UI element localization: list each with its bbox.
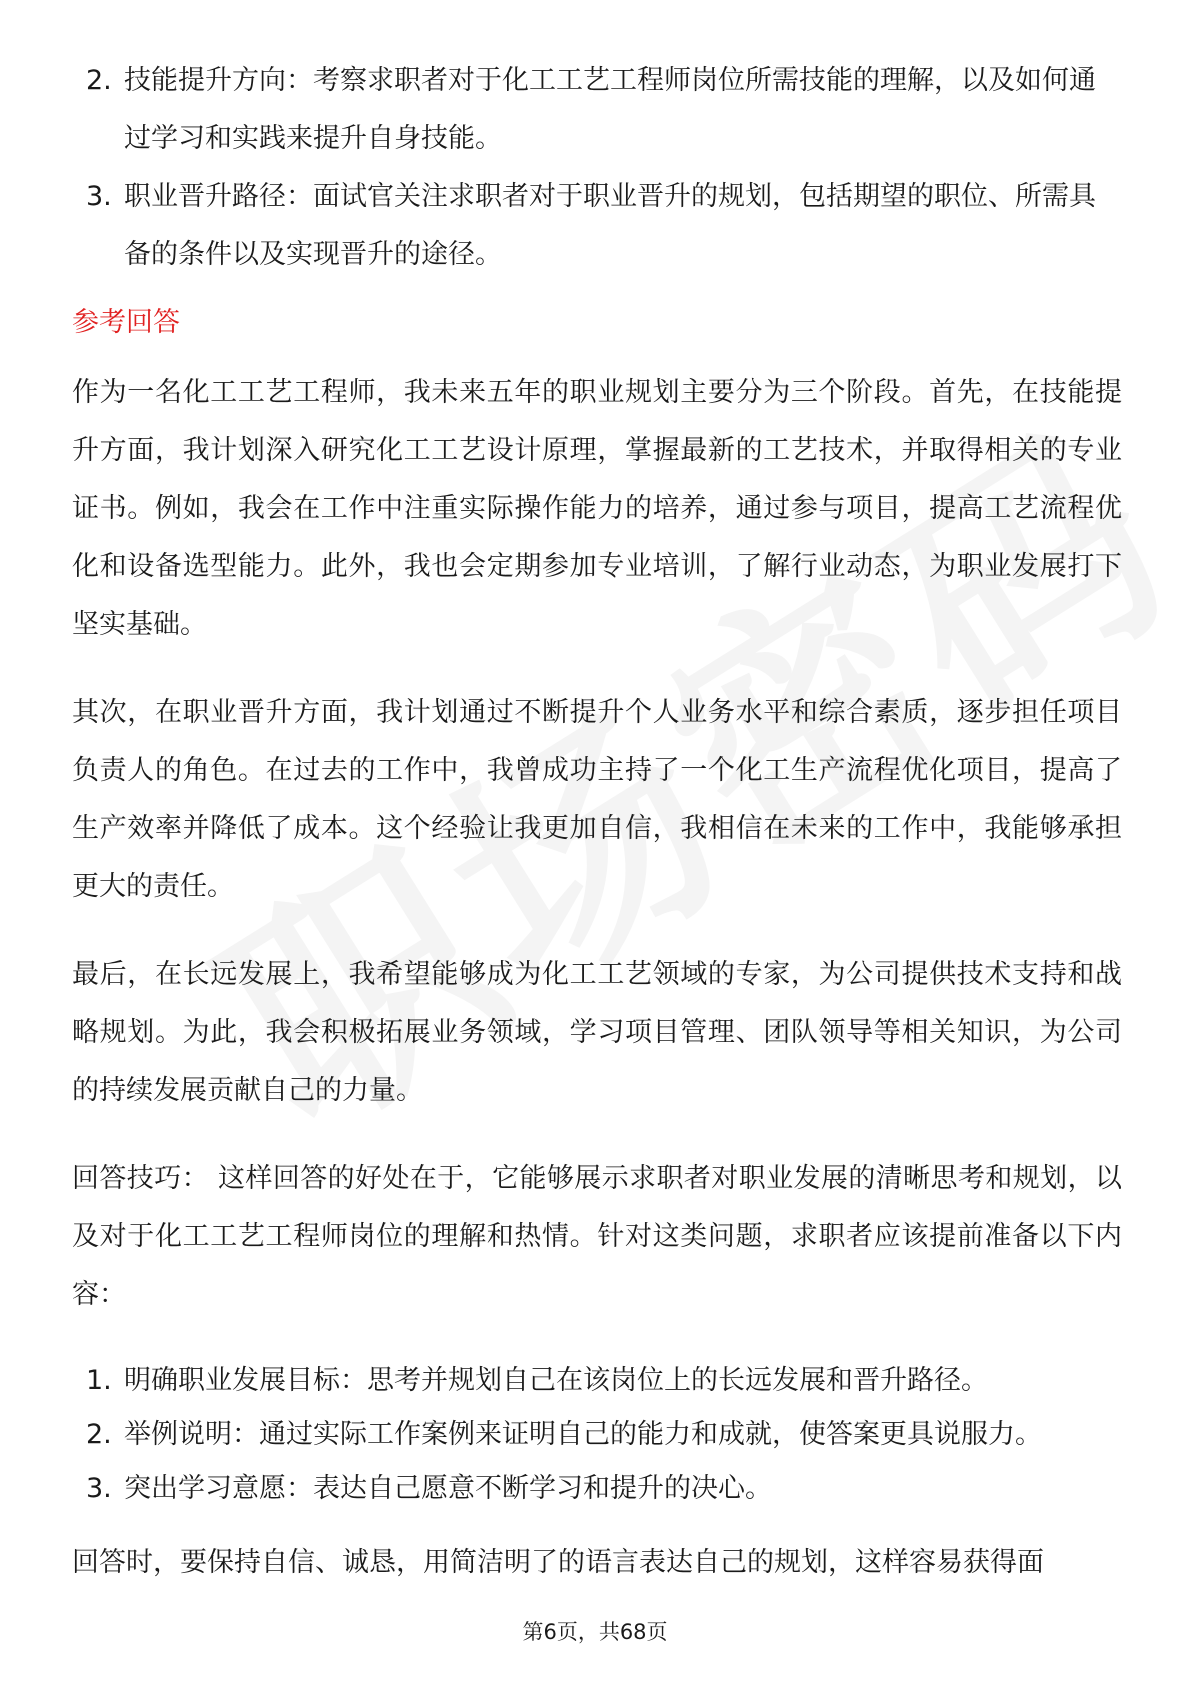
list-item: [72, 1462, 1122, 1516]
list-item-number: 2.: [86, 1419, 112, 1450]
list-item: [72, 1354, 1122, 1408]
list-item: [72, 168, 1122, 284]
answer-paragraph: 其次，在职业晋升方面，我计划通过不断提升个人业务水平和综合素质，逐步担任项目负责人的角色。在过去的工作中，我曾成功主持了一个化工生产流程优化项目，提高了生产效率并降低了成本。这个经验让我更加自信，我相信在未来的工作中，我能够承担更大的责任。: [72, 697, 1122, 902]
page-content: [72, 52, 1122, 1622]
closing-paragraph: 回答时，要保持自信、诚恳，用简洁明了的语言表达自己的规划，这样容易获得面: [72, 1547, 1044, 1578]
list-item: [72, 1408, 1122, 1462]
answer-paragraph: 最后，在长远发展上，我希望能够成为化工工艺领域的专家，为公司提供技术支持和战略规划。为此，我会积极拓展业务领域，学习项目管理、团队领导等相关知识，为公司的持续发展贡献自己的力量。: [72, 959, 1122, 1106]
list-item-number: 3.: [86, 181, 112, 212]
page-footer: 第6页，共68页: [522, 1620, 668, 1644]
list-item-number: 3.: [86, 1473, 112, 1504]
tips-list: [72, 1354, 1122, 1516]
list-item-number: 1.: [86, 1365, 112, 1396]
list-item-text: 举例说明：通过实际工作案例来证明自己的能力和成就，使答案更具说服力。: [124, 1419, 1042, 1450]
tips-intro-paragraph: 回答技巧： 这样回答的好处在于，它能够展示求职者对职业发展的清晰思考和规划，以及对于化工工艺工程师岗位的理解和热情。针对这类问题，求职者应该提前准备以下内容：: [72, 1163, 1122, 1310]
list-item-text: 明确职业发展目标：思考并规划自己在该岗位上的长远发展和晋升路径。: [124, 1365, 988, 1396]
section-title: 参考回答: [72, 307, 180, 338]
list-item-text: 技能提升方向：考察求职者对于化工工艺工程师岗位所需技能的理解，以及如何通过学习和实践来提升自身技能。: [124, 65, 1096, 154]
question-points-list: [72, 52, 1122, 284]
answer-paragraph: 作为一名化工工艺工程师，我未来五年的职业规划主要分为三个阶段。首先，在技能提升方面，我计划深入研究化工工艺设计原理，掌握最新的工艺技术，并取得相关的专业证书。例如，我会在工作中注重实际操作能力的培养，通过参与项目，提高工艺流程优化和设备选型能力。此外，我也会定期参加专业培训，了解行业动态，为职业发展打下坚实基础。: [72, 377, 1122, 640]
list-item: [72, 52, 1122, 168]
list-item-number: 2.: [86, 65, 112, 96]
list-item-text: 职业晋升路径：面试官关注求职者对于职业晋升的规划，包括期望的职位、所需具备的条件以及实现晋升的途径。: [124, 181, 1096, 270]
list-item-text: 突出学习意愿：表达自己愿意不断学习和提升的决心。: [124, 1473, 772, 1504]
